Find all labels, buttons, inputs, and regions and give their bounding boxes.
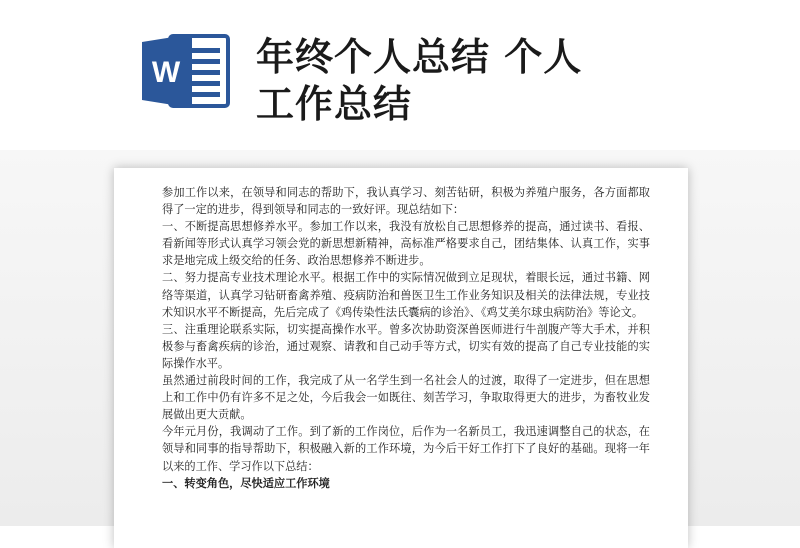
document-content xyxy=(162,184,650,492)
header-banner xyxy=(0,0,800,150)
paragraph-section-1: 一、不断提高思想修养水平。参加工作以来，我没有放松自己思想修养的提高，通过读书、看报、看新闻等形式认真学习领会党的新思想新精神，高标准严格要求自己，团结集体、认真工作，实事求是地完成上级交给的任务、政治思想修养不断进步。 xyxy=(162,220,650,268)
paragraph-section-3: 三、注重理论联系实际，切实提高操作水平。曾多次协助资深兽医师进行牛剖腹产等大手术，并积极参与畜禽疾病的诊治，通过观察、请教和自己动手等方式，切实有效的提高了自己专业技能的实际操作水平。 xyxy=(162,322,650,370)
title-line-2: 工作总结 xyxy=(256,82,413,126)
title-line-1: 年终个人总结 个人 xyxy=(256,35,583,79)
page-title xyxy=(256,34,676,128)
paragraph-new-job: 今年元月份，我调动了工作。到了新的工作岗位，后作为一名新员工，我迅速调整自己的状态，在领导和同事的指导帮助下，积极融入新的工作环境，为今后干好工作打下了良好的基础。现将一年以来的工作、学习作以下总结： xyxy=(162,425,650,473)
heading-role-change: 一、转变角色，尽快适应工作环境 xyxy=(162,476,330,490)
word-icon-letter: W xyxy=(151,56,181,89)
paragraph-intro: 参加工作以来，在领导和同志的帮助下，我认真学习、刻苦钻研，积极为养殖户服务，各方面都取得了一定的进步，得到领导和同志的一致好评。现总结如下： xyxy=(162,186,650,217)
paragraph-section-2: 二、努力提高专业技术理论水平。根据工作中的实际情况做到立足现状，着眼长远，通过书籍、网络等渠道，认真学习钻研畜禽养殖、疫病防治和兽医卫生工作业务知识及相关的法律法规，专业技术知识水平不断提高，先后完成了《鸡传染性法氏囊病的诊治》、《鸡艾美尔球虫病防治》等论文。 xyxy=(162,271,650,319)
word-icon xyxy=(140,30,232,112)
paragraph-reflection: 虽然通过前段时间的工作，我完成了从一名学生到一名社会人的过渡，取得了一定进步，但在思想上和工作中仍有许多不足之处，今后我会一如既往、刻苦学习，争取取得更大的进步，为畜牧业发展做出更大贡献。 xyxy=(162,374,650,422)
document-page xyxy=(114,168,688,548)
